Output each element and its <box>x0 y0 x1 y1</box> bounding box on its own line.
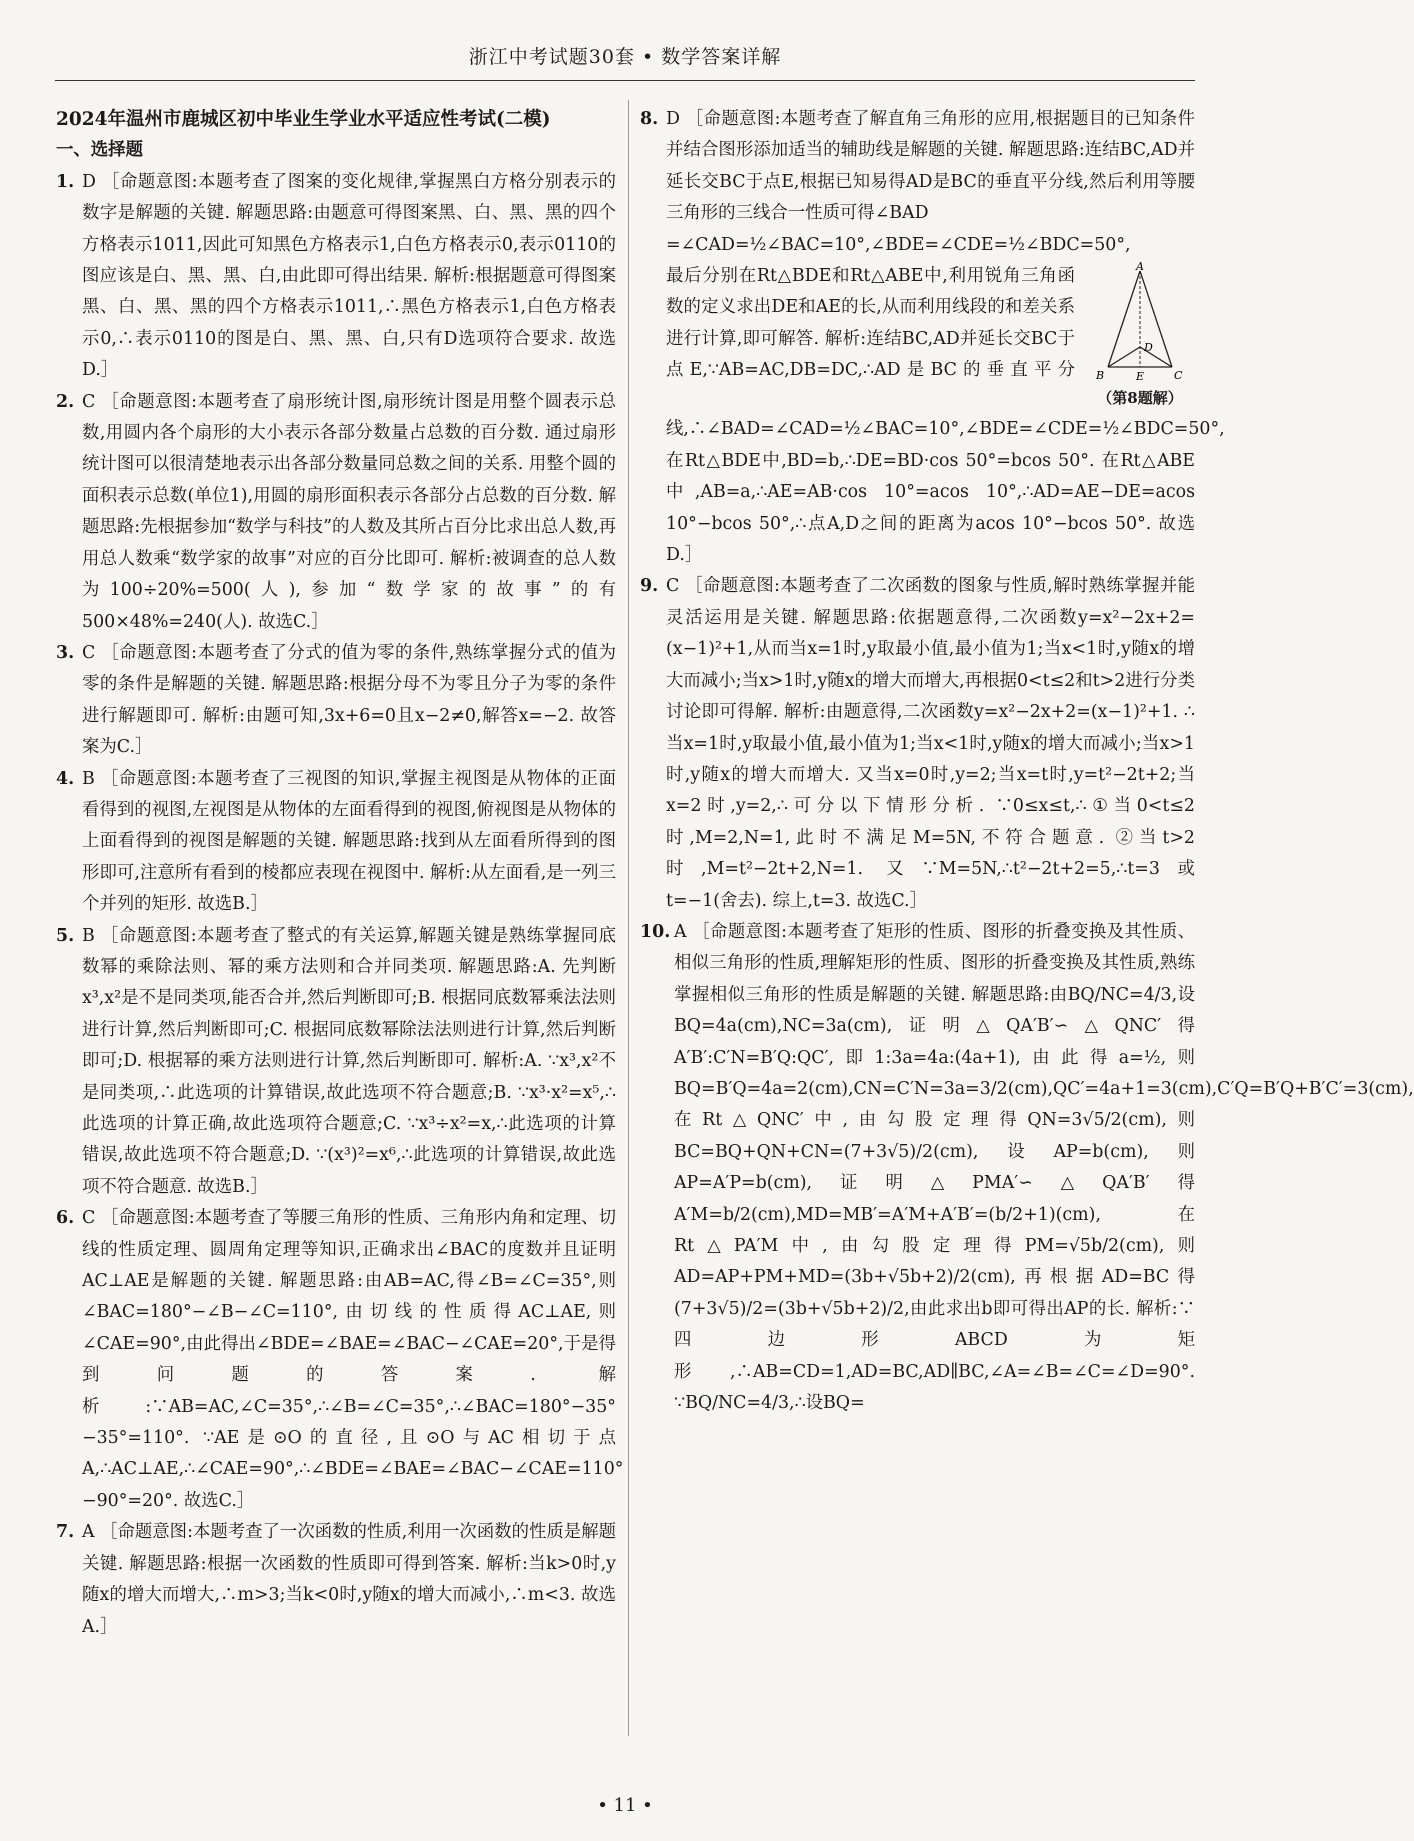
question-6 <box>56 1203 624 1517</box>
answer-text: D ［命题意图:本题考查了解直角三角形的应用,根据题目的已知条件并结合图形添加适当的辅助线是解题的关键. 解题思路:连结BC,AD并延长交BC于点E,根据已知易得AD是BC的垂直平分线,然后利用等腰三角形的三线合一性质可得∠BAD <box>666 109 1195 224</box>
question-9 <box>640 571 1195 916</box>
section-heading: 一、选择题 <box>56 140 143 161</box>
triangle-diagram <box>1090 260 1190 384</box>
answer-text: 最后分别在Rt△BDE和Rt△ABE中,利用锐角三角函数的定义求出DE和AE的长,从而利用线段的和差关系进行计算,即可解答. 解析:连结BC,AD并延长交BC于点E,∵AB=AC,DB=DC,∴AD是BC的垂直平分线,∴∠BAD=∠CAD=½∠BAC=10°,∠BDE=∠CDE=½∠BDC=50°,在Rt△BDE中,BD=b,∴DE=BD·cos 50°=bcos 50°. 在Rt△ABE中,AB=a,∴AE=AB·cos 10°=acos 10°,∴AD=AE−DE=acos 10°−bcos 50°,∴点A,D之间的距离为acos 10°−bcos 50°. 故选D.］ <box>666 266 1225 566</box>
question-5 <box>56 921 616 1204</box>
question-number: 7. <box>56 1522 75 1543</box>
left-column <box>56 104 624 1643</box>
question-number: 9. <box>640 576 659 597</box>
answer-text: C ［命题意图:本题考查了二次函数的图象与性质,解时熟练掌握并能灵活运用是关键. 解题思路:依据题意得,二次函数y=x²−2x+2=(x−1)²+1,从而当x=1时,y取最小值,最小值为1;当x<1时,y随x的增大而减小;当x>1时,y随x的增大而增大,再根据0<t≤2和t>2进行分类讨论即可得解. 解析:由题意得,二次函数y=x²−2x+2=(x−1)²+1. ∴当x=1时,y取最小值,最小值为1;当x<1时,y随x的增大而减小;当x>1时,y随x的增大而增大. 又当x=0时,y=2;当x=t时,y=t²−2t+2;当x=2时,y=2,∴可分以下情形分析. ∵0≤x≤t,∴①当0<t≤2时,M=2,N=1,此时不满足M=5N,不符合题意. ②当t>2时,M=t²−2t+2,N=1. 又∵M=5N,∴t²−2t+2=5,∴t=3或t=−1(舍去). 综上,t=3. 故选C.］ <box>666 576 1195 911</box>
answer-text: D ［命题意图:本题考查了图案的变化规律,掌握黑白方格分别表示的数字是解题的关键. 解题思路:由题意可得图案黑、白、黑、黑的四个方格表示1011,因此可知黑色方格表示1,白色方格表示0,表示0110的图应该是白、黑、黑、白,由此即可得出结果. 解析:根据题意可得图案黑、白、黑、黑的四个方格表示1011,∴黑色方格表示1,白色方格表示0,∴表示0110的图是白、黑、黑、白,只有D选项符合要求. 故选D.］ <box>82 171 616 381</box>
question-number: 10. <box>640 921 671 942</box>
page-number: • 11 • <box>597 1795 653 1816</box>
question-10 <box>640 917 1414 1420</box>
answer-text: A ［命题意图:本题考查了一次函数的性质,利用一次函数的性质是解题关键. 解题思路:根据一次函数的性质即可得到答案. 解析:当k>0时,y随x的增大而增大,∴m>3;当k<0时,y随x的增大而减小,∴m<3. 故选A.］ <box>82 1522 616 1637</box>
question-number: 1. <box>56 171 75 192</box>
question-7 <box>56 1517 616 1643</box>
answer-text: A ［命题意图:本题考查了矩形的性质、图形的折叠变换及其性质、相似三角形的性质,理解矩形的性质、图形的折叠变换及其性质,熟练掌握相似三角形的性质是解题的关键. 解题思路:由BQ/NC=4/3,设BQ=4a(cm),NC=3a(cm),证明△QA′B′∽△QNC′得A′B′:C′N=B′Q:QC′,即1:3a=4a:(4a+1),由此得a=½,则BQ=B′Q=4a=2(cm),CN=C′N=3a=3/2(cm),QC′=4a+1=3(cm),C′Q=B′Q+B′C′=3(cm),在Rt△QNC′中,由勾股定理得QN=3√5/2(cm),则BC=BQ+QN+CN=(7+3√5)/2(cm),设AP=b(cm),则AP=A′P=b(cm),证明△PMA′∽△QA′B′得A′M=b/2(cm),MD=MB′=A′M+A′B′=(b/2+1)(cm),在Rt△PA′M中,由勾股定理得PM=√5b/2(cm),则AD=AP+PM+MD=(3b+√5b+2)/2(cm),再根据AD=BC得(7+3√5)/2=(3b+√5b+2)/2,由此求出b即可得出AP的长. 解析:∵四边形ABCD为矩形,∴AB=CD=1,AD=BC,AD∥BC,∠A=∠B=∠C=∠D=90°. ∵BQ/NC=4/3,∴设BQ= <box>674 921 1414 1414</box>
question-2 <box>56 387 616 638</box>
answer-text: C ［命题意图:本题考查了扇形统计图,扇形统计图是用整个圆表示总数,用圆内各个扇形的大小表示各部分数量占总数的百分数. 通过扇形统计图可以很清楚地表示出各部分数量同总数之间的关系. 用整个圆的面积表示总数(单位1),用圆的扇形面积表示各部分占总数的百分数. 解题思路:先根据参加“数学与科技”的人数及其所占百分比求出总人数,再用总人数乘“数学家的故事”对应的百分比即可. 解析:被调查的总人数为100÷20%=500(人),参加“数学家的故事”的有500×48%=240(人). 故选C.］ <box>82 391 616 632</box>
page-header: 浙江中考试题30套 • 数学答案详解 <box>468 46 782 68</box>
answer-text: B ［命题意图:本题考查了整式的有关运算,解题关键是熟练掌握同底数幂的乘除法则、幂的乘方法则和合并同类项. 解题思路:A. 先判断x³,x²是不是同类项,能否合并,然后判断即可;B. 根据同底数幂乘法法则进行计算,然后判断即可;C. 根据同底数幂除法法则进行计算,然后判断即可;D. 根据幂的乘方法则进行计算,然后判断即可. 解析:A. ∵x³,x²不是同类项,∴此选项的计算错误,故此选项不符合题意;B. ∵x³·x²=x⁵,∴此选项的计算正确,故此选项符合题意;C. ∵x³÷x²=x,∴此选项的计算错误,故此选项不符合题意;D. ∵(x³)²=x⁶,∴此选项的计算错误,故此选项不符合题意. 故选B.］ <box>82 925 616 1197</box>
vertex-label-b: B <box>1096 369 1105 383</box>
question-number: 3. <box>56 642 75 663</box>
question-number: 6. <box>56 1208 75 1229</box>
triangle-figure <box>1085 260 1195 414</box>
answer-text: B ［命题意图:本题考查了三视图的知识,掌握主视图是从物体的正面看得到的视图,左视图是从物体的左面看得到的视图,俯视图是从物体的上面看得到的视图是解题的关键. 解题思路:找到从左面看所得到的图形即可,注意所有看到的棱都应表现在视图中. 解析:从左面看,是一列三个并列的矩形. 故选B.］ <box>82 768 616 915</box>
right-column <box>640 104 1414 1419</box>
question-4 <box>56 764 616 921</box>
exam-title: 2024年温州市鹿城区初中毕业生学业水平适应性考试(二模) <box>56 109 551 130</box>
question-number: 8. <box>640 109 659 129</box>
figure-caption: （第8题解） <box>1097 389 1183 408</box>
header-rule <box>55 80 1195 81</box>
column-divider <box>628 100 629 1736</box>
question-8 <box>640 104 1225 571</box>
question-number: 5. <box>56 925 75 946</box>
question-number: 4. <box>56 768 75 789</box>
vertex-label-a: A <box>1136 260 1144 274</box>
answer-text: C ［命题意图:本题考查了分式的值为零的条件,熟练掌握分式的值为零的条件是解题的关键. 解题思路:根据分母不为零且分子为零的条件进行解题即可. 解析:由题可知,3x+6=0且x−2≠0,解答x=−2. 故答案为C.］ <box>82 642 616 758</box>
question-3 <box>56 638 616 764</box>
vertex-label-c: C <box>1174 369 1183 383</box>
vertex-label-e: E <box>1136 370 1145 384</box>
answer-text: C ［命题意图:本题考查了等腰三角形的性质、三角形内角和定理、切线的性质定理、圆周角定理等知识,正确求出∠BAC的度数并且证明AC⊥AE是解题的关键. 解题思路:由AB=AC,得∠B=∠C=35°,则∠BAC=180°−∠B−∠C=110°,由切线的性质得AC⊥AE,则∠CAE=90°,由此得出∠BDE=∠BAE=∠BAC−∠CAE=20°,于是得到问题的答案. 解析:∵AB=AC,∠C=35°,∴∠B=∠C=35°,∴∠BAC=180°−35°−35°=110°. ∵AE是⊙O的直径,且⊙O与AC相切于点A,∴AC⊥AE,∴∠CAE=90°,∴∠BDE=∠BAE=∠BAC−∠CAE=110°−90°=20°. 故选C.］ <box>82 1208 624 1511</box>
vertex-label-d: D <box>1144 341 1153 355</box>
angle-formula: =∠CAD=½∠BAC=10°,∠BDE=∠CDE=½∠BDC=50°, <box>666 234 1131 255</box>
question-number: 2. <box>56 391 75 412</box>
question-1 <box>56 167 616 387</box>
